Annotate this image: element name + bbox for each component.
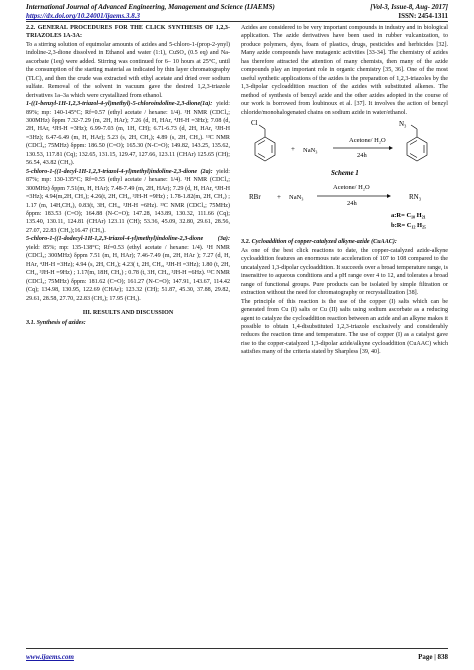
principle-paragraph: The principle of this reaction is the use of the copper (I) salts which can be generated from Cu (I) salts or Cu (II) salts using sodium ascorbate as a reducing agent to catalyze the cycloaddition reaction between an azide and an alkyne makes it possible to obtain 1,4-disubstituted 1,2,3-triazole exclusively and considerably reduces the reaction time and temperature. The use of copper (I) as a catalyst gave rise to the copper-catalyzed 1,3-dipolar azide/alkyne cycloaddition (CuAAC) which satisfies many of the criteria stated by Sharpless [39, 40]. bbox=[241, 298, 448, 356]
plus-sign-2: + bbox=[277, 192, 281, 201]
procedure-paragraph: To a stirring solution of equimolar amounts of azides and 5-chloro-1-(prop-2-ynyl) indoline-2,3-dione dissolved in Ethanol and water (1:1), CuSO₄ (0.5 eq) and Na-ascorbate (1eq) were added. Stirring was continued for 6– 10 hours at 25°C, until the consumption of the starting material as indicated by thin layer chromatography (TLC), and then the crude was extracted with ethyl acetate and dried over sodium sulfate. Removal of the solvent in vacuum gave the desired 1,2,3-triazole derivatives 1a–3a which were crystallized from ethanol. bbox=[26, 41, 230, 99]
running-header bbox=[26, 3, 448, 11]
compound-1a-data: yield: 89%; mp: 140-145°C; Rf=0.57 (ethyl acetate / hexane: 1/4). ¹H NMR (CDCl₃; 300MHz) δppm 7.32-7.29 (m, 2H, HAr); 7.26 (d, H, HAr, ⁴JH-H =3Hz); 7.08 (d, 2H, HAr, ⁴JH-H =3Hz); 6.99-7.03 (m, 1H, CH); 6.71-6.73 (d, 2H, HAr, ³JH-H =3Hz); 6.47-6.49 (m, H, HAr); 5.23 (s, 2H, CH₂); 4.89 (s, 2H, CH₂). ¹³C NMR (CDCl₃; 75MHz) δppm: 186.50 (C=O); 165.30 (N-C=O); 149.82, 143.25, 135.62, 130.53, 117.81 (Cq); 132.65, 131.15, 129.47, 127.66, 123.11 (CHAr) 125.65 (CH); 56.54, 43.82 (CH₂). bbox=[26, 101, 230, 167]
subsection-3-2: 3.2. Cycloaddition of copper-catalyzed alkyne-azide (CuAAC): bbox=[241, 239, 397, 246]
compound-3a-name: 5-chloro-1-((1-dodecyl-1H-1,2,3-triazol-4-yl)methyl)indoline-2,3-dione (3a): bbox=[26, 236, 230, 243]
page-footer bbox=[26, 653, 448, 661]
sodium-azide-label-2: NaN₃ bbox=[289, 193, 304, 201]
results-heading: III. RESULTS AND DISCUSSION bbox=[82, 309, 174, 316]
left-column bbox=[26, 24, 230, 328]
compound-2a bbox=[26, 168, 230, 236]
alkyl-bromide-label: RBr bbox=[249, 192, 261, 201]
issn: ISSN: 2454-1311 bbox=[398, 12, 448, 20]
site-link[interactable]: www.ijaems.com bbox=[26, 653, 74, 661]
page-number: Page | 838 bbox=[418, 653, 448, 661]
header-rule bbox=[26, 21, 448, 22]
scheme-graphic bbox=[241, 117, 448, 235]
sodium-azide-label: NaN₃ bbox=[303, 146, 318, 154]
arrow-head-2 bbox=[387, 194, 391, 198]
condition-time-2: 24h bbox=[347, 199, 357, 207]
compound-2a-name: 5-chloro-1-((1-decyl-1H-1,2,3-triazol-4-yl)methyl)indoline-2,3-dione (2a): bbox=[26, 168, 213, 175]
compound-3a bbox=[26, 235, 230, 303]
cuaac-paragraph: As one of the best click reactions to date, the copper-catalyzed azide-alkyne cycloaddition features an enormous rate acceleration of 107 to 108 compared to the uncatalyzed 1,3-dipolar cycloaddition. It succeeds over a broad temperature range, is insensitive to aqueous conditions and a pH range over 4 to 12, and tolerates a broad range of functional groups. Pure products can be isolated by simple filtration or extraction without the need for chromatography or recrystallization [38]. bbox=[241, 247, 448, 297]
right-column bbox=[241, 24, 448, 357]
alkyl-azide-label: RN₃ bbox=[409, 192, 422, 201]
azide-label: N₃ bbox=[399, 119, 407, 128]
condition-solvent-2: Acetone/ H₂O bbox=[333, 183, 370, 191]
azides-paragraph: Azides are considered to be very important compounds in industry and in biological application. The azide derivatives have been used in rubber vulcanization, to produce polymers, dyes, foam of plastics, drugs, pesticides and herbicides [32]. Many azide compounds have mutagenic activities [33-34]. The chemistry of azides has therefore attracted the attention of many chemists, then many of the azide compounds play an important role in organic chemistry [35, 36]. One of the most useful synthetic applications of the azides is the preparation of 1,2,3-triazoles by the 1,3-dipolar cycloaddition reaction of the azides with substituted alkenes. The method of synthesis of benzyl azide and the other azides adopted in the course of our work is borrowed from loubinoux et al. [37]. It involves the action of benzyl chloride/monohalogenated chains on sodium azide in water/ethanol. bbox=[241, 25, 448, 116]
compound-1a bbox=[26, 100, 230, 168]
compound-2a-data: yield: 87%; mp: 130-135°C; Rf=0.55 (ethyl acetate / hexane: 1/4). ¹H NMR (CDCl₃; 300MHz) δppm 7.51(m, H, HAr); 7.48-7.49 (m, 2H, HAr); 7.29 (d, H, HAr, ⁴JH-H =3Hz); 4.94(m,2H, CH₂); 4.26(t, 2H, CH₂, ³JH-H =9Hz) ; 1.78-1.82(m, 2H, CH₂) ; 1.17 (m, 14H,CH₂), 0.83(t, 3H, CH₃, ³JH-H =6Hz). ¹³C NMR (CDCl₃; 75MHz) δppm: 183.53 (C=O); 164.88 (N-C=O); 147.28, 143.89, 130.32, 111.66 (Cq); 135.40, 130.11, 124.81 (CHAr) 123.11 (CH); 53.36, 45.09, 32.80, 29.61, 28.56, 27.07, 22.83 (CH₂);16.47 (CH₃). bbox=[26, 168, 230, 234]
condition-solvent: Acetone/ H₂O bbox=[349, 136, 386, 144]
compound-3a-data: yield: 85%; mp: 135-138°C; Rf=0.53 (ethyl acetate / hexane: 1/4). ¹H NMR (CDCl₃; 300MHz) δppm 7.51 (m, H, HAr); 7.46-7.49 (m, 2H, HAr ); 7.27 (d, H, HAr, ⁴JH-H =3Hz); 4.94 (s, 2H, CH₂); 4.23( t, 2H, CH₂, ³JH-H =3Hz); 1.80 (t, 2H, CH₂, ³JH-H =9Hz) ; 1.17(m, 18H, CH₂) ; 0.78 (t, 3H, CH₃, ³JH-H =6Hz). ¹³C NMR (CDCl₃; 75MHz) δppm: 181.62 (C=O); 161.27 (N-C=O); 147.91, 143.67, 114.42 (Cq); 134.98, 130.95, 122.69 (CHAr); 123.32 (CH); 51.87, 45.30, 37.88, 29.82, 29.61, 28.58, 27.70, 22.83 (CH₂); 17.95 (CH₃). bbox=[26, 244, 230, 302]
product-b-label: b:R= C₁₂ H₂₅ bbox=[391, 221, 426, 229]
footer-rule bbox=[26, 648, 448, 649]
benzyl-azide-structure bbox=[407, 125, 427, 161]
condition-time: 24h bbox=[357, 151, 367, 159]
journal-name: International Journal of Advanced Engineering, Management and Science (IJAEMS) bbox=[26, 3, 275, 11]
compound-1a-name: 1-((1-benzyl-1H-1,2,3-triazol-4-yl)methyl)-5-chloroindoline-2,3-dione(1a): bbox=[26, 101, 213, 108]
scheme-caption: Scheme 1 bbox=[331, 168, 359, 177]
doi-link[interactable]: https://dx.doi.org/10.24001/ijaems.3.8.3 bbox=[26, 12, 140, 20]
product-a-label: a:R= C₁₀ H₂₁ bbox=[391, 211, 426, 219]
plus-sign: + bbox=[291, 144, 295, 153]
section-title-2-2: 2.2. GENERAL PROCEDURES FOR THE CLICK SYNTHESIS OF 1,2,3-TRIAZOLES 1A-3A: bbox=[26, 25, 230, 40]
chloro-label: Cl bbox=[251, 118, 258, 127]
benzyl-chloride-structure bbox=[255, 125, 275, 161]
volume-info: [Vol-3, Issue-8, Aug- 2017] bbox=[370, 3, 448, 11]
reaction-scheme-1 bbox=[241, 117, 448, 238]
arrow-head-1 bbox=[389, 146, 393, 150]
running-header-2 bbox=[26, 12, 448, 20]
subsection-3-1: 3.1. Synthesis of azides: bbox=[26, 320, 86, 327]
